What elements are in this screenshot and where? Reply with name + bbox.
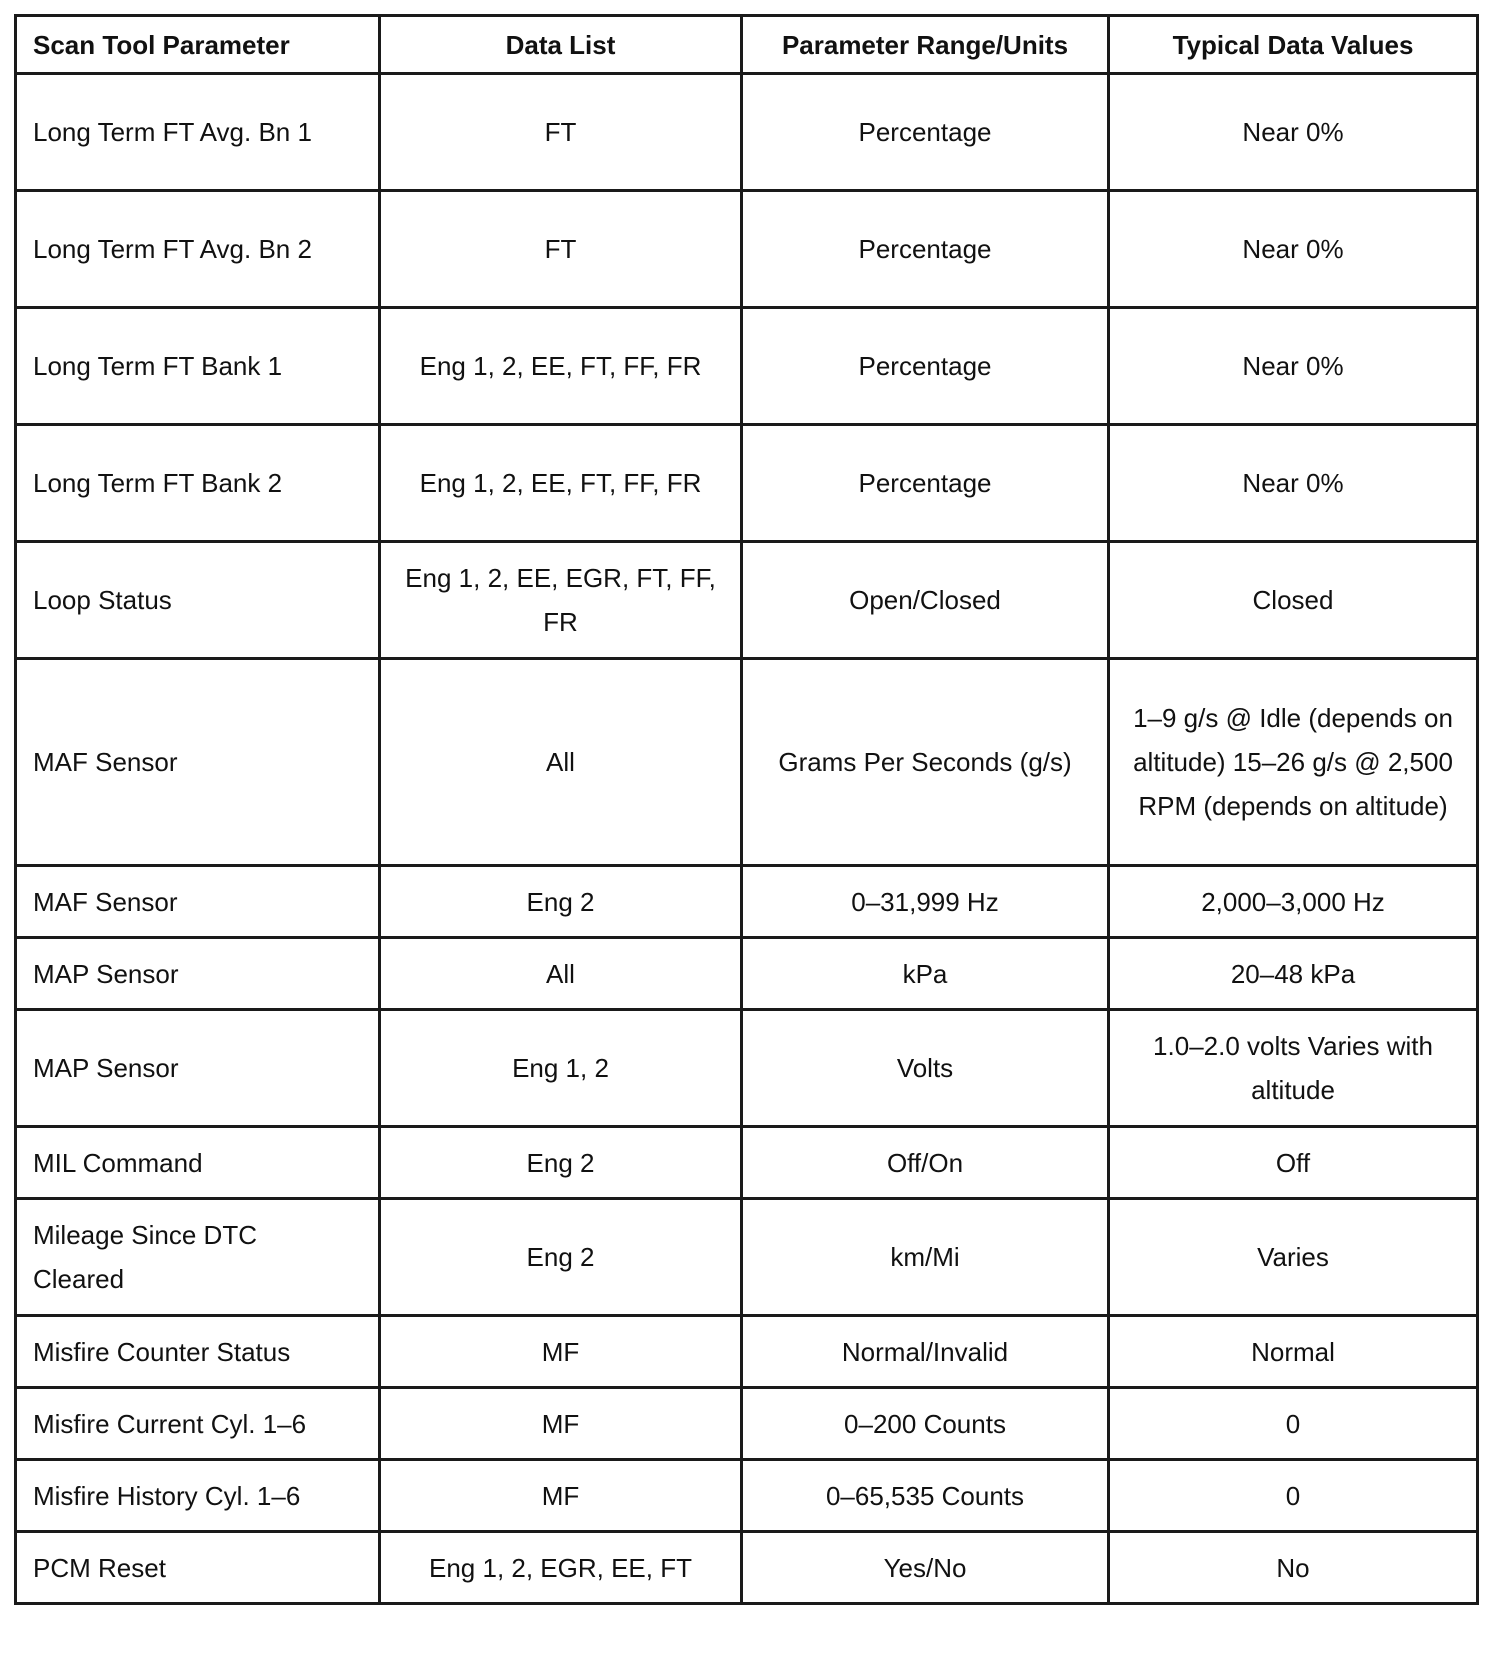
table-row — [16, 1460, 1478, 1532]
table-row — [16, 425, 1478, 542]
table-row — [16, 74, 1478, 191]
cell-typical-values: 20–48 kPa — [1109, 938, 1478, 1010]
cell-data-list: FT — [380, 191, 742, 308]
cell-parameter: MIL Command — [16, 1127, 380, 1199]
cell-range-units: kPa — [742, 938, 1109, 1010]
cell-parameter: MAF Sensor — [16, 866, 380, 938]
cell-parameter: Misfire Current Cyl. 1–6 — [16, 1388, 380, 1460]
table-row — [16, 866, 1478, 938]
header-parameter-range-units: Parameter Range/Units — [742, 16, 1109, 74]
cell-range-units: Percentage — [742, 425, 1109, 542]
cell-parameter: Loop Status — [16, 542, 380, 659]
cell-typical-values: 0 — [1109, 1460, 1478, 1532]
cell-range-units: Percentage — [742, 191, 1109, 308]
header-scan-tool-parameter: Scan Tool Parameter — [16, 16, 380, 74]
cell-parameter: MAF Sensor — [16, 659, 380, 866]
cell-typical-values: Near 0% — [1109, 425, 1478, 542]
cell-typical-values: Off — [1109, 1127, 1478, 1199]
cell-parameter: Long Term FT Bank 1 — [16, 308, 380, 425]
header-typical-data-values: Typical Data Values — [1109, 16, 1478, 74]
cell-range-units: km/Mi — [742, 1199, 1109, 1316]
cell-data-list: Eng 1, 2, EE, FT, FF, FR — [380, 425, 742, 542]
cell-range-units: 0–65,535 Counts — [742, 1460, 1109, 1532]
cell-typical-values: Near 0% — [1109, 191, 1478, 308]
cell-data-list: Eng 2 — [380, 1127, 742, 1199]
cell-range-units: Yes/No — [742, 1532, 1109, 1604]
cell-parameter: Long Term FT Avg. Bn 2 — [16, 191, 380, 308]
cell-range-units: 0–31,999 Hz — [742, 866, 1109, 938]
cell-range-units: Open/Closed — [742, 542, 1109, 659]
cell-data-list: MF — [380, 1316, 742, 1388]
table-header-row — [16, 16, 1478, 74]
cell-typical-values: Near 0% — [1109, 308, 1478, 425]
cell-data-list: Eng 1, 2, EE, EGR, FT, FF, FR — [380, 542, 742, 659]
cell-typical-values: Normal — [1109, 1316, 1478, 1388]
cell-data-list: Eng 1, 2, EGR, EE, FT — [380, 1532, 742, 1604]
cell-range-units: Percentage — [742, 74, 1109, 191]
table-row — [16, 938, 1478, 1010]
cell-parameter: Long Term FT Bank 2 — [16, 425, 380, 542]
cell-data-list: Eng 2 — [380, 1199, 742, 1316]
header-data-list: Data List — [380, 16, 742, 74]
cell-data-list: MF — [380, 1388, 742, 1460]
cell-typical-values: Closed — [1109, 542, 1478, 659]
table-row — [16, 1127, 1478, 1199]
cell-data-list: Eng 1, 2, EE, FT, FF, FR — [380, 308, 742, 425]
table-row — [16, 1316, 1478, 1388]
cell-data-list: Eng 1, 2 — [380, 1010, 742, 1127]
scan-tool-data-table — [14, 14, 1479, 1605]
cell-data-list: All — [380, 938, 742, 1010]
table-row — [16, 542, 1478, 659]
cell-range-units: Percentage — [742, 308, 1109, 425]
table-row — [16, 308, 1478, 425]
cell-parameter: Misfire Counter Status — [16, 1316, 380, 1388]
cell-typical-values: 1–9 g/s @ Idle (depends on altitude) 15–26 g/s @ 2,500 RPM (depends on altitude) — [1109, 659, 1478, 866]
cell-range-units: 0–200 Counts — [742, 1388, 1109, 1460]
cell-parameter: Mileage Since DTC Cleared — [16, 1199, 380, 1316]
table-row — [16, 659, 1478, 866]
cell-range-units: Grams Per Seconds (g/s) — [742, 659, 1109, 866]
cell-range-units: Off/On — [742, 1127, 1109, 1199]
cell-data-list: All — [380, 659, 742, 866]
table-row — [16, 1388, 1478, 1460]
cell-typical-values: No — [1109, 1532, 1478, 1604]
cell-range-units: Normal/Invalid — [742, 1316, 1109, 1388]
cell-typical-values: 1.0–2.0 volts Varies with altitude — [1109, 1010, 1478, 1127]
cell-parameter: MAP Sensor — [16, 938, 380, 1010]
cell-typical-values: 0 — [1109, 1388, 1478, 1460]
table-row — [16, 1532, 1478, 1604]
cell-parameter: Misfire History Cyl. 1–6 — [16, 1460, 380, 1532]
cell-parameter: Long Term FT Avg. Bn 1 — [16, 74, 380, 191]
cell-data-list: Eng 2 — [380, 866, 742, 938]
cell-data-list: FT — [380, 74, 742, 191]
cell-data-list: MF — [380, 1460, 742, 1532]
table-row — [16, 1199, 1478, 1316]
cell-parameter: MAP Sensor — [16, 1010, 380, 1127]
cell-typical-values: Near 0% — [1109, 74, 1478, 191]
cell-typical-values: Varies — [1109, 1199, 1478, 1316]
table-row — [16, 191, 1478, 308]
cell-parameter: PCM Reset — [16, 1532, 380, 1604]
cell-typical-values: 2,000–3,000 Hz — [1109, 866, 1478, 938]
cell-range-units: Volts — [742, 1010, 1109, 1127]
table-row — [16, 1010, 1478, 1127]
scan-tool-data-table-container — [14, 14, 1476, 1605]
